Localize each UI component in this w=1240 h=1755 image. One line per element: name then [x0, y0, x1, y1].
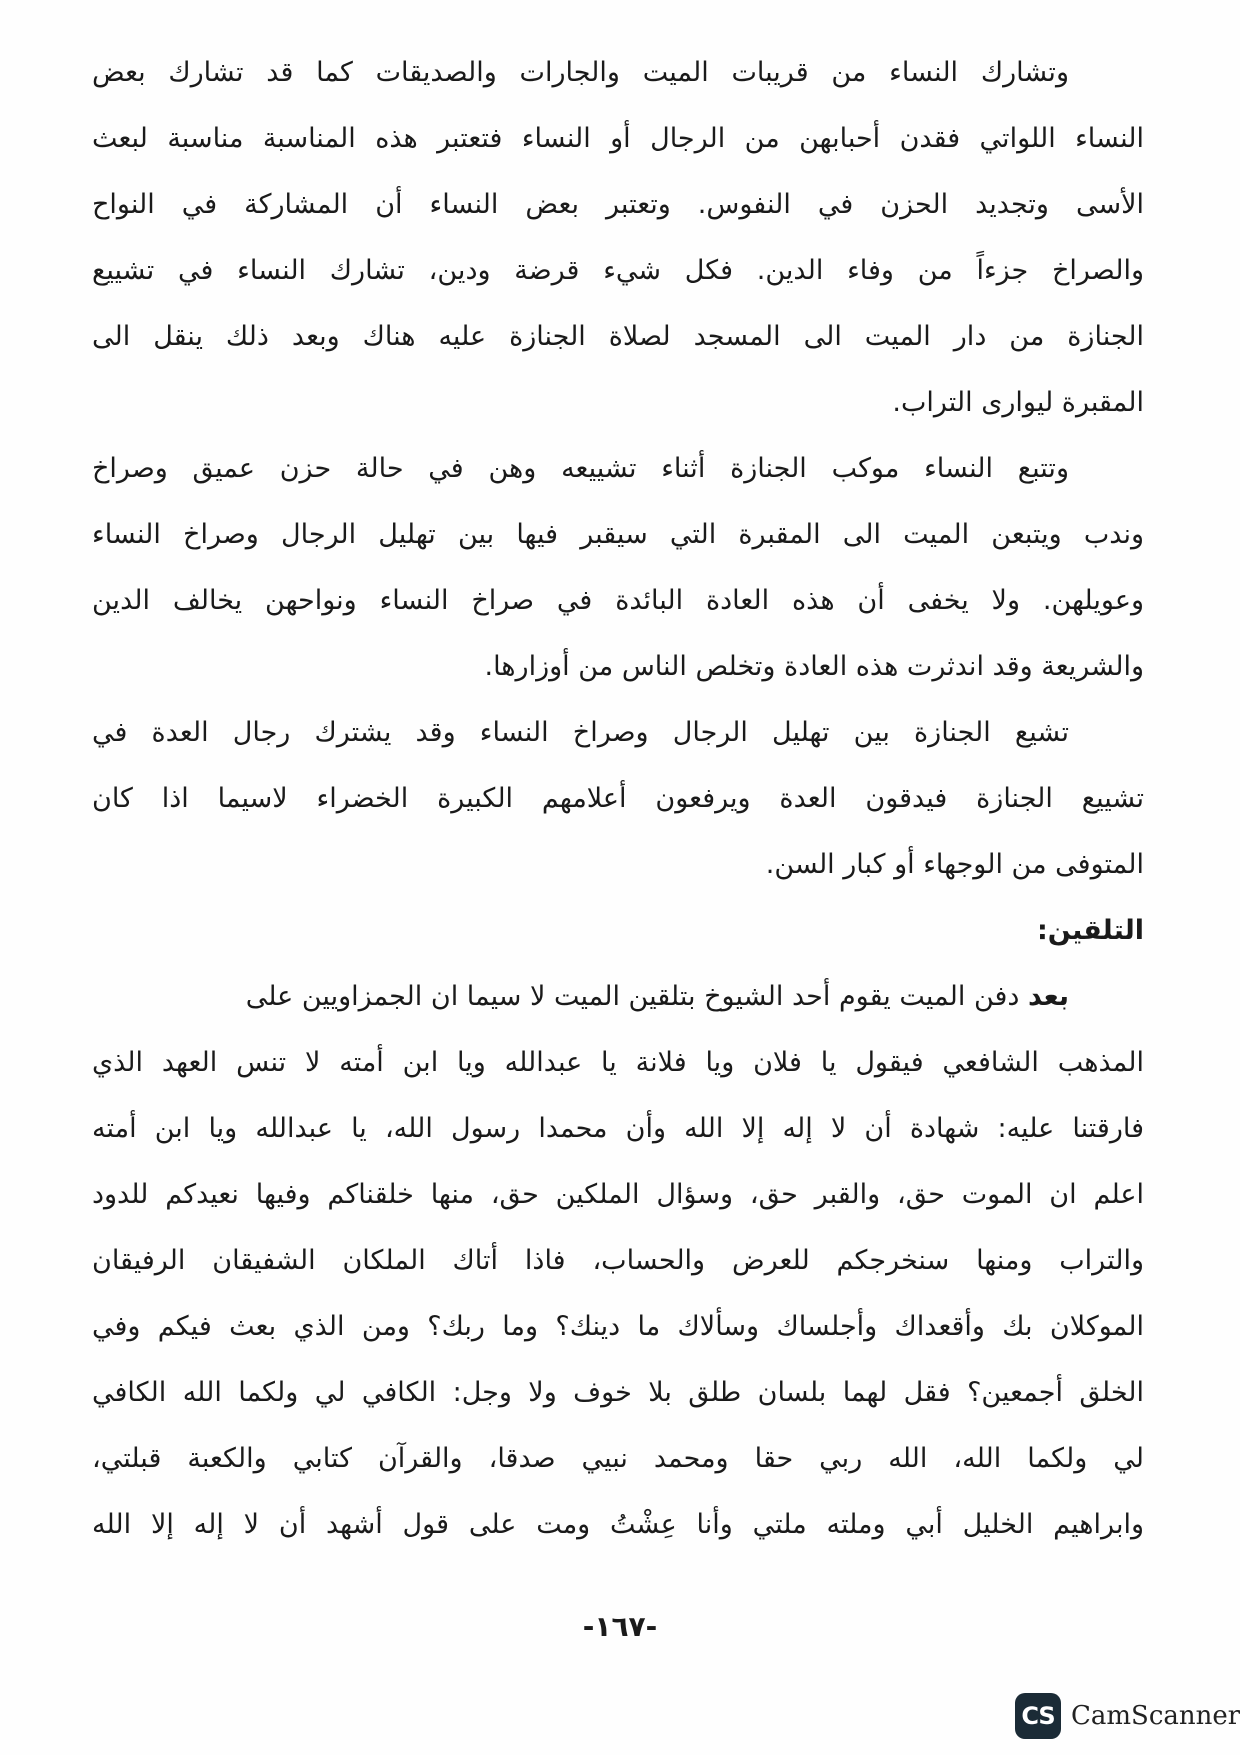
p2-line-3: وعويلهن. ولا يخفى أن هذه العادة البائدة في صراخ النساء ونواحهن يخالف الدين: [92, 585, 1144, 616]
p1-line-2: النساء اللواتي فقدن أحبابهن من الرجال أو النساء فتعتبر هذه المناسبة مناسبة لبعث: [92, 123, 1144, 154]
p3-line-3: المتوفى من الوجهاء أو كبار السن.: [765, 849, 1144, 880]
p4-line-7: الخلق أجمعين؟ فقل لهما بلسان طلق بلا خوف ولا وجل: الكافي لي ولكما الله الكافي: [92, 1377, 1144, 1408]
p3-line-2: تشييع الجنازة فيدقون العدة ويرفعون أعلامهم الكبيرة الخضراء لاسيما اذا كان: [92, 783, 1144, 814]
p4-line-2: المذهب الشافعي فيقول يا فلان ويا فلانة يا عبدالله ويا ابن أمته لا تنس العهد الذي: [92, 1047, 1144, 1078]
camscanner-label: CamScanner: [1071, 1701, 1240, 1731]
p1-line-5: الجنازة من دار الميت الى المسجد لصلاة الجنازة عليه هناك وبعد ذلك ينقل الى: [92, 321, 1144, 352]
p2-line-2: وندب ويتبعن الميت الى المقبرة التي سيقبر فيها بين تهليل الرجال وصراخ النساء: [92, 519, 1144, 550]
p1-line-1: وتشارك النساء من قريبات الميت والجارات والصديقات كما قد تشارك بعض: [92, 57, 1069, 88]
page-number: -١٦٧-: [582, 1610, 658, 1643]
section-heading: التلقين:: [1037, 915, 1144, 946]
p1-line-4: والصراخ جزءاً من وفاء الدين. فكل شيء قرضة ودين، تشارك النساء في تشييع: [92, 255, 1144, 286]
p4-line-3: فارقتنا عليه: شهادة أن لا إله إلا الله وأن محمدا رسول الله، يا عبدالله ويا ابن أمته: [92, 1113, 1144, 1144]
p1-line-6: المقبرة ليوارى التراب.: [892, 387, 1144, 418]
p2-line-1: وتتبع النساء موكب الجنازة أثناء تشييعه وهن في حالة حزن عميق وصراخ: [92, 453, 1069, 484]
body-text: [92, 40, 1144, 1558]
p3-line-1: تشيع الجنازة بين تهليل الرجال وصراخ النساء وقد يشترك رجال العدة في: [92, 717, 1069, 748]
p1-line-3: الأسى وتجديد الحزن في النفوس. وتعتبر بعض النساء أن المشاركة في النواح: [92, 189, 1144, 220]
p4-line-4: اعلم ان الموت حق، والقبر حق، وسؤال الملكين حق، منها خلقناكم وفيها نعيدكم للدود: [92, 1179, 1144, 1210]
p4-line-1-rest: دفن الميت يقوم أحد الشيوخ بتلقين الميت لا سيما ان الجمزاويين على: [245, 981, 1029, 1012]
p4-line-9: وابراهيم الخليل أبي وملته ملتي وأنا عِشْتُ ومت على قول أشهد أن لا إله إلا الله: [92, 1509, 1144, 1540]
p4-line-5: والتراب ومنها سنخرجكم للعرض والحساب، فاذا أتاك الملكان الشفيقان الرفيقان: [92, 1245, 1144, 1276]
p4-line-1: [92, 964, 1144, 1030]
p4-line-8: لي ولكما الله، الله ربي حقا ومحمد نبيي صدقا، والقرآن كتابي والكعبة قبلتي،: [92, 1443, 1144, 1474]
camscanner-watermark: [1015, 1690, 1240, 1742]
camscanner-logo-icon: CS: [1015, 1693, 1061, 1739]
p4-first-word: بعد: [1028, 981, 1069, 1012]
p2-line-4: والشريعة وقد اندثرت هذه العادة وتخلص الناس من أوزارها.: [484, 651, 1144, 682]
p4-line-6: الموكلان بك وأقعداك وأجلساك وسألاك ما دينك؟ وما ربك؟ ومن الذي بعث فيكم وفي: [92, 1311, 1144, 1342]
